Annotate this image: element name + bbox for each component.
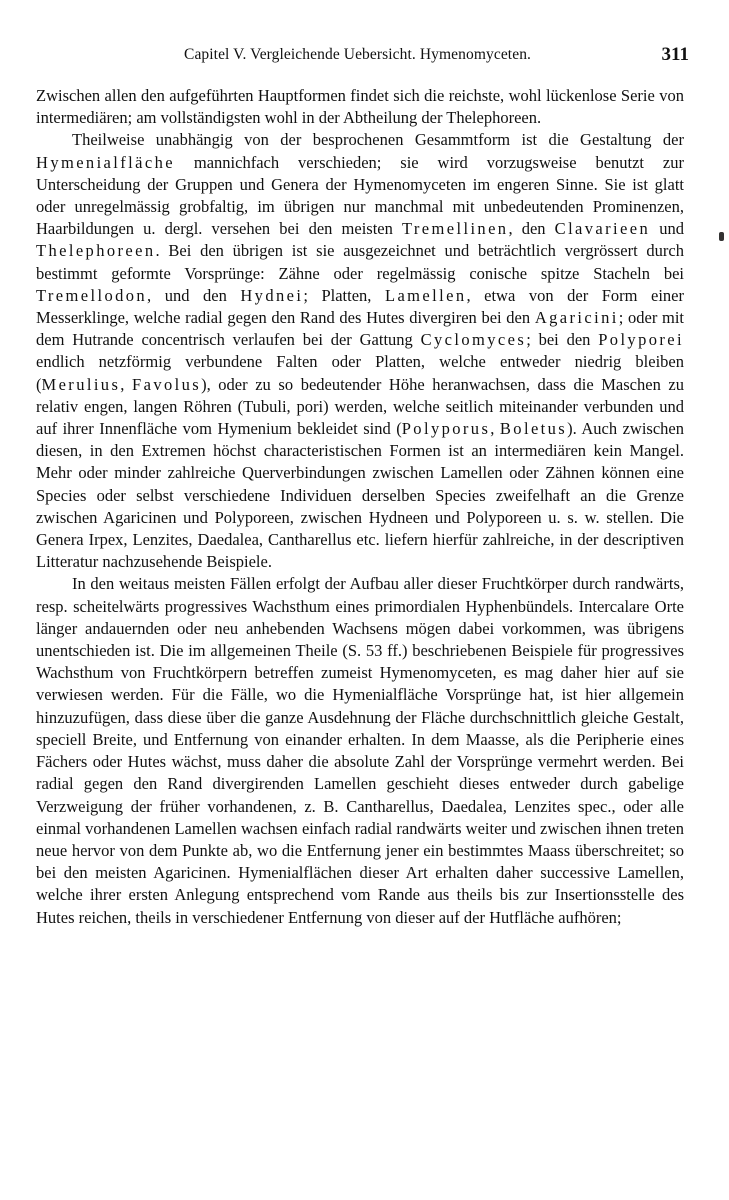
text-run: ; Platten, — [303, 285, 385, 305]
spaced-term: Boletus — [499, 419, 568, 439]
text-run: In den weitaus meisten Fällen erfolgt der Aufbau aller dieser Fruchtkörper durch randwärts, resp. scheitelwärts progressives Wachsthum eines primordialen Hyphenbündels. Intercalare Orte länger andauernden oder neu anhebenden Wachsens mögen dabei vorkommen, was übrigens unentschieden ist. Die im allgemeinen Theile (S. 53 ff.) beschriebenen Beispiele für progressives Wachsthum von Fruchtkörpern betreffen zumeist Hymenomyceten, es mag daher hier auf sie verwiesen werden. Für die Fälle, wo die Hymenialfläche Vorsprünge hat, ist hier allgemein hinzuzufügen, dass diese über die ganze Ausdehnung der Fläche durchschnittlich gleiche Gestalt, speciell Breite, und Entfernung von einander erhalten. In dem Maasse, als die Peripherie eines Fächers oder Hutes wächst, muss daher die absolute Zahl der Vorsprünge vermehrt werden. Bei radial gegen den Rand divergirenden Lamellen geschieht dieses entweder durch gabelige Verzweigung der früher vorhandenen, z. B. Cantharellus, Daedalea, Lenzites spec., oder alle einmal vorhandenen Lamellen wachsen einfach radial randwärts weiter und zwischen ihnen treten neue hervor von dem Punkte ab, wo die Entfernung jener ein bestimmtes Maass überschreitet; so bei den meisten Agaricinen. Hymenialflächen dieser Art erhalten daher successive Lamellen, welche ihrer ersten Anlegung entsprechend vom Rande aus theils bis zur Insertionsstelle des Hutes reichen, theils in verschiedener Entfernung von dieser auf der Hutfläche aufhören; — [36, 574, 684, 927]
text-run: , — [120, 374, 133, 394]
paragraph-3 — [36, 573, 684, 928]
paragraph-1 — [36, 85, 684, 129]
spaced-term: Hymenialfläche — [36, 152, 175, 172]
spaced-term: Merulius — [41, 374, 121, 394]
text-run: ; oder mit dem Hutrande concentrisch verlaufen bei der Gattung — [36, 308, 684, 350]
running-title: Capitel V. Vergleichende Uebersicht. Hymenomyceten. — [184, 46, 532, 63]
page-number: 311 — [661, 44, 689, 65]
spaced-term: Polyporus — [401, 419, 491, 439]
spaced-term: Tremellodon — [36, 285, 148, 305]
text-run: Theilweise unabhängig von der besprochenen Gesammtform ist die Gestaltung der — [72, 130, 684, 150]
text-run: und — [650, 219, 685, 239]
text-run: Zwischen allen den aufgeführten Hauptformen findet sich die reichste, wohl lückenlose Serie von intermediären; am vollständigsten wohl in der Abtheilung der Thelephoreen. — [36, 86, 684, 128]
paragraph-2 — [36, 129, 684, 573]
spaced-term: Hydnei — [240, 285, 304, 305]
spaced-term: Favolus — [132, 374, 202, 394]
body-text — [36, 85, 684, 929]
spaced-term: Polyporei — [598, 330, 684, 350]
text-run: , — [490, 419, 500, 439]
text-run: , und den — [147, 285, 241, 305]
margin-ink-mark — [719, 232, 724, 241]
text-run: , den — [508, 219, 555, 239]
text-run: ). Auch zwischen diesen, in den Extremen höchst characteristischen Formen ist an intermediären kein Mangel. Mehr oder minder zahlreiche Querverbindungen zwischen Lamellen oder Zähnen können eine Species oder selbst verschiedene Individuen derselben Species zweifelhaft an die Grenze zwischen Agaricinen und Polyporeen, zwischen Hydneen und Polyporeen u. s. w. stellen. Die Genera Irpex, Lenzites, Daedalea, Cantharellus etc. liefern hierfür zahlreiche, in der descriptiven Litteratur nachzusehende Beispiele. — [36, 419, 684, 572]
text-run: ; bei den — [526, 330, 599, 350]
running-header — [36, 40, 701, 70]
spaced-term: Tremellinen — [402, 219, 509, 239]
text-run: . Bei den übrigen ist sie ausgezeichnet und beträchtlich vergrössert durch bestimmt geformte Vorsprünge: Zähne oder regelmässig conische spitze Stacheln bei — [36, 241, 684, 283]
spaced-term: Lamellen — [384, 285, 467, 305]
spaced-term: Clavarieen — [554, 219, 651, 239]
spaced-term: Cyclomyces — [420, 330, 527, 350]
text-run: , etwa von der Form einer Messerklinge, welche radial gegen den Rand des Hutes divergiren bei den — [36, 285, 684, 328]
spaced-term: Agaricini — [534, 308, 619, 328]
spaced-term: Thelephoreen — [36, 241, 156, 261]
text-run: endlich netzförmig verbundene Falten oder Platten, welche entweder niedrig bleiben ( — [36, 352, 684, 394]
text-run: mannichfach verschieden; sie wird vorzugsweise benutzt zur Unterscheidung der Gruppen und Genera der Hymenomyceten im engeren Sinne. Sie ist glatt oder unregelmässig grobfaltig, im übrigen nur manchmal mit unbedeutenden Prominenzen, Haarbildungen u. dergl. versehen bei den meisten — [36, 152, 684, 239]
text-run: ), oder zu so bedeutender Höhe heranwachsen, dass die Maschen zu relativ engen, langen Röhren (Tubuli, pori) werden, welche seitlich miteinander verbunden und auf ihrer Innenfläche vom Hymenium bekleidet sind ( — [36, 374, 684, 439]
